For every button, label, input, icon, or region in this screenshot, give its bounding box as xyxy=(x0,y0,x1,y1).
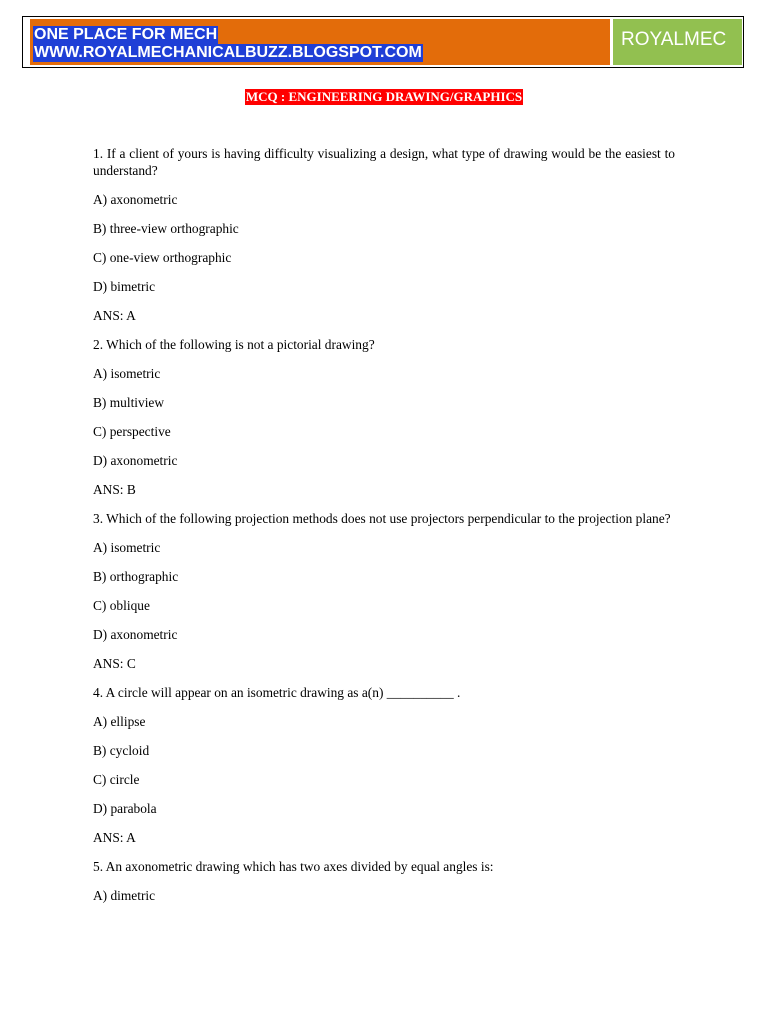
answer-key: ANS: B xyxy=(93,482,136,497)
answer-option: B) orthographic xyxy=(93,569,179,584)
header-logo-box xyxy=(613,19,742,65)
answer-option: B) three-view orthographic xyxy=(93,221,239,236)
question-text: 1. If a client of yours is having difficulty visualizing a design, what type of drawing would be the easiest to understand? xyxy=(93,146,675,178)
answer-option: D) axonometric xyxy=(93,453,178,468)
question-text: 4. A circle will appear on an isometric drawing as a(n) __________ . xyxy=(93,685,461,700)
answer-option: A) axonometric xyxy=(93,192,178,207)
header-website-link[interactable]: WWW.ROYALMECHANICALBUZZ.BLOGSPOT.COM xyxy=(34,44,422,61)
answer-key: ANS: C xyxy=(93,656,136,671)
answer-option: B) cycloid xyxy=(93,743,150,758)
answer-option: D) bimetric xyxy=(93,279,156,294)
answer-option: C) perspective xyxy=(93,424,171,439)
answer-option: C) oblique xyxy=(93,598,150,613)
header-tagline: ONE PLACE FOR MECH xyxy=(34,26,218,43)
header-banner xyxy=(30,19,610,65)
answer-option: D) parabola xyxy=(93,801,157,816)
header-logo-text: ROYALMEC xyxy=(621,29,727,50)
answer-key: ANS: A xyxy=(93,830,136,845)
question-text: 3. Which of the following projection methods does not use projectors perpendicular to the projection plane? xyxy=(93,511,671,526)
answer-option: D) axonometric xyxy=(93,627,178,642)
answer-option: A) isometric xyxy=(93,366,161,381)
answer-key: ANS: A xyxy=(93,308,136,323)
question-text: 5. An axonometric drawing which has two axes divided by equal angles is: xyxy=(93,859,494,874)
answer-option: B) multiview xyxy=(93,395,165,410)
question-text: 2. Which of the following is not a pictorial drawing? xyxy=(93,337,375,352)
answer-option: A) dimetric xyxy=(93,888,156,903)
document-title xyxy=(0,88,768,105)
document-title-text: MCQ : ENGINEERING DRAWING/GRAPHICS xyxy=(245,89,523,104)
answer-option: A) ellipse xyxy=(93,714,146,729)
question-list xyxy=(93,145,675,904)
answer-option: C) circle xyxy=(93,772,140,787)
answer-option: A) isometric xyxy=(93,540,161,555)
answer-option: C) one-view orthographic xyxy=(93,250,232,265)
